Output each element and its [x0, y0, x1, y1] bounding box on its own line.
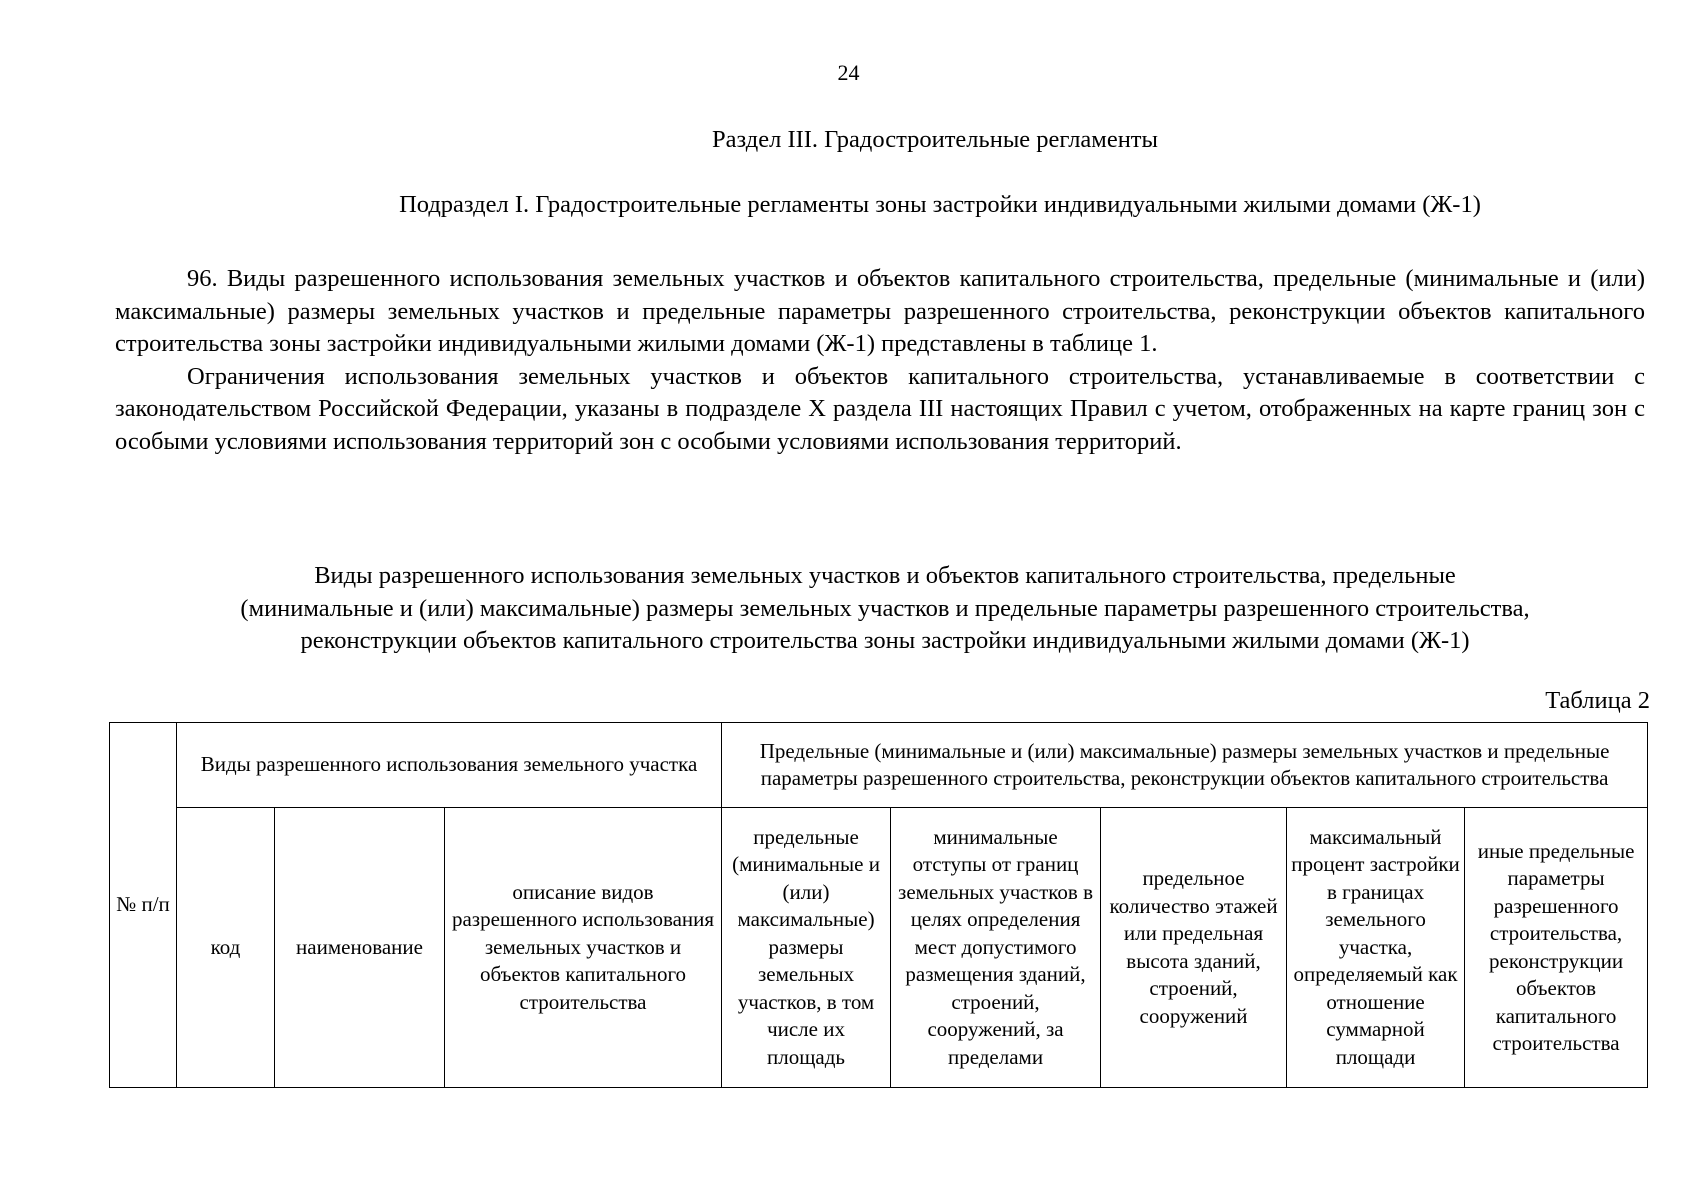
- regulations-table: [109, 722, 1648, 1088]
- table-header-row: [110, 723, 1648, 808]
- subsection-title: Подраздел I. Градостроительные регламенты зоны застройки индивидуальными жилыми домами (Ж-1): [399, 191, 1481, 218]
- table-caption: [120, 560, 1650, 658]
- table-subheader-row: [110, 808, 1648, 1088]
- header-code: код: [177, 808, 275, 1088]
- header-permitted-uses: Виды разрешенного использования земельного участка: [177, 723, 722, 808]
- table-caption-line: (минимальные и (или) максимальные) размеры земельных участков и предельные параметры разрешенного строительства,: [240, 594, 1530, 622]
- body-text: [115, 263, 1645, 458]
- header-description: описание видов разрешенного использования земельных участков и объектов капитального строительства: [445, 808, 722, 1088]
- header-name: наименование: [275, 808, 445, 1088]
- table-caption-line: реконструкции объектов капитального строительства зоны застройки индивидуальными жилыми домами (Ж-1): [300, 627, 1470, 654]
- paragraph-96: 96. Виды разрешенного использования земельных участков и объектов капитального строительства, предельные (минимальные и (или) максимальные) размеры земельных участков и предельные параметры разрешенного строительства, реконструкции объектов капитального строительства зоны застройки индивидуальными жилыми домами (Ж-1) представлены в таблице 1.: [115, 265, 1645, 357]
- header-limit-parameters: Предельные (минимальные и (или) максимальные) размеры земельных участков и предельные параметры разрешенного строительства, реконструкции объектов капитального строительства: [722, 723, 1648, 808]
- table-label: Таблица 2: [1545, 687, 1650, 714]
- section-title: Раздел III. Градостроительные регламенты: [712, 126, 1158, 153]
- header-number: № п/п: [110, 723, 177, 1088]
- header-other-params: иные предельные параметры разрешенного строительства, реконструкции объектов капитального строительства: [1465, 808, 1648, 1088]
- header-plot-sizes: предельные (минимальные и (или) максимальные) размеры земельных участков, в том числе их площадь: [722, 808, 891, 1088]
- header-build-percent: максимальный процент застройки в границах земельного участка, определяемый как отношение суммарной площади: [1287, 808, 1465, 1088]
- header-setbacks: минимальные отступы от границ земельных участков в целях определения мест допустимого размещения зданий, строений, сооружений, за пределами: [891, 808, 1101, 1088]
- table-caption-line: Виды разрешенного использования земельных участков и объектов капитального строительства, предельные: [314, 562, 1456, 589]
- header-floors-height: предельное количество этажей или предельная высота зданий, строений, сооружений: [1101, 808, 1287, 1088]
- paragraph-restrictions: Ограничения использования земельных участков и объектов капитального строительства, устанавливаемые в соответствии с законодательством Российской Федерации, указаны в подразделе X раздела III настоящих Правил с учетом, отображенных на карте границ зон с особыми условиями использования территорий зон с особыми условиями использования территорий.: [115, 362, 1645, 455]
- page-number: 24: [837, 60, 860, 85]
